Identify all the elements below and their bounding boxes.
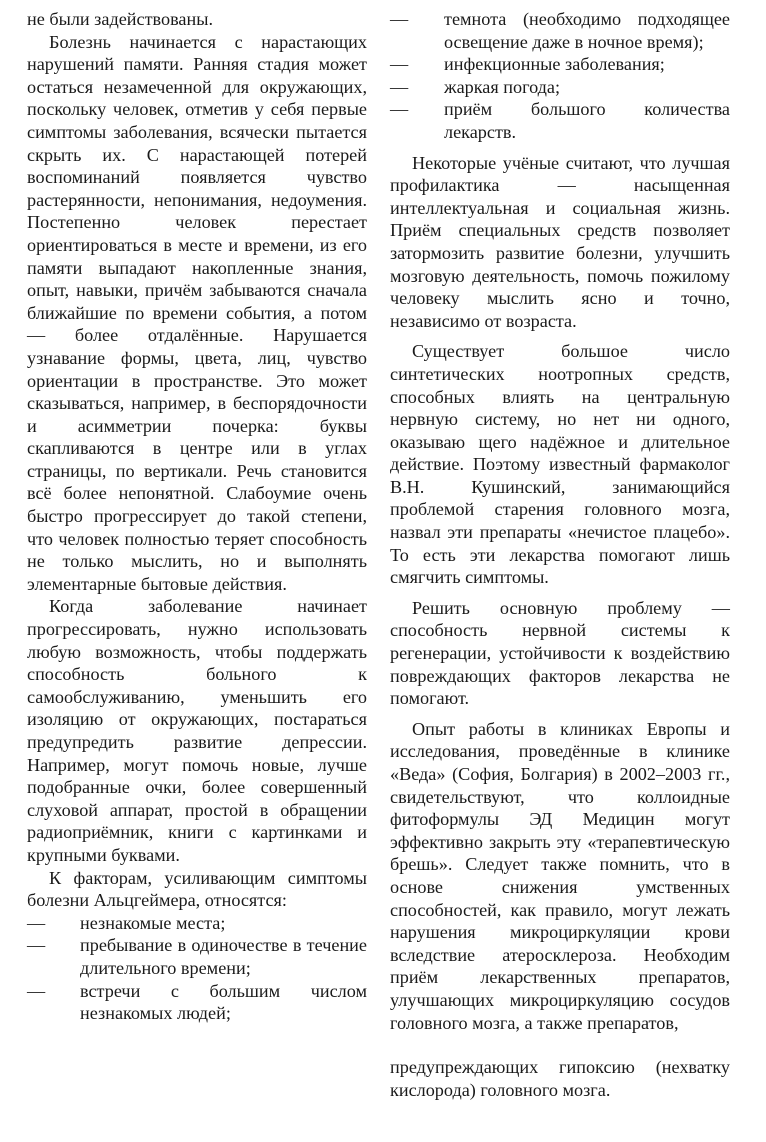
paragraph-continuation: не были задействованы. (27, 9, 213, 29)
dash-marker: — (390, 99, 409, 120)
dash-marker: — (27, 980, 46, 1001)
paragraph-main-problem: Решить основную проблему — способность нервной системы к регенерации, устойчивости к воздействию повреждающих факторов лекарства не помогают. (390, 597, 730, 709)
list-item: — инфекционные заболевания; (390, 54, 665, 75)
factors-list-left (27, 912, 367, 1025)
dash-marker: — (390, 9, 409, 29)
list-item: — встречи с большим числом незнакомых людей; (27, 980, 367, 1024)
dash-marker: — (390, 76, 409, 97)
dash-marker: — (390, 54, 409, 75)
list-item: — приём большого количества лекарств. (390, 99, 730, 142)
right-column (390, 8, 730, 1101)
paragraph-nootropics: Существует большое число синтетических ноотропных средств, способных влиять на центральную нервную систему, но нет ни одного, оказываю щего надёжное и длительное действие. Поэтому известный фармаколог В.Н. Кушинский, занимающийся проблемой старения головного мозга, назвал эти препараты «нечистое плацебо». То есть эти лекарства помогают лишь смягчить симптомы. (390, 341, 730, 588)
list-item: — жаркая погода; (390, 76, 561, 97)
paragraph-disease-onset: Болезнь начинается с нарастающих нарушений памяти. Ранняя стадия может остаться незамеченной для окружающих, поскольку человек, отметив у себя первые симптомы заболевания, всячески пытается скрыть их. С нарастающей потерей воспоминаний появляется чувство растерянности, непонимания, недоумения. Постепенно человек перестает ориентироваться в месте и времени, из его памяти выпадают накопленные знания, опыт, навыки, причём забываются сначала ближайшие по времени события, а потом — более отдалённые. Нарушается узнавание формы, цвета, лиц, чувство ориентации в пространстве. Это может сказываться, например, в беспорядочности и асимметрии почерка: буквы скапливаются в центре или в углах страницы, по вертикали. Речь становится всё более непонятной. Слабоумие очень быстро прогрессирует до такой степени, что человек полностью теряет способность не только мыслить, но и выполнять элементарные бытовые действия. (27, 31, 367, 594)
factors-list-right (390, 8, 730, 144)
list-item: — незнакомые места; (27, 912, 226, 933)
paragraph-progression-support: Когда заболевание начинает прогрессировать, нужно использовать любую возможность, чтобы поддержать способность больного к самообслуживанию, уменьшить его изоляцию от окружающих, постараться предупредить развитие депрессии. Например, могут помочь новые, лучше подобранные очки, более совершенный слуховой аппарат, простой в обращении радиоприёмник, книги с картинками и крупными буквами. (27, 596, 367, 865)
paragraph-clinic-experience: Опыт работы в клиниках Европы и исследования, проведённые в клинике «Веда» (София, Болгария) в 2002–2003 гг., свидетельствуют, что коллоидные фитоформулы ЭД Медицин могут эффективно закрыть эту «терапевтическую брешь». Следует также помнить, что в основе снижения умственных способностей, как правило, могут лежать нарушения микроциркуляции крови вследствие атеросклероза. Необходим приём лекарственных препаратов, улучшающих микроциркуляцию сосудов головного мозга, а также препаратов, (390, 718, 730, 1033)
left-column (27, 8, 367, 1025)
paragraph-prevention: Некоторые учёные считают, что лучшая профилактика — насыщенная интеллектуальная и социальная жизнь. Приём специальных средств позволяет затормозить развитие болезни, улучшить мозговую деятельность, помочь пожилому человеку мыслить ясно и точно, независимо от возраста. (390, 152, 730, 331)
dash-marker: — (27, 912, 46, 933)
paragraph-hypoxia: предупреждающих гипоксию (нехватку кислорода) головного мозга. (390, 1057, 730, 1100)
list-item: — темнота (необходимо подходящее освещение даже в ночное время); (390, 9, 730, 52)
dash-marker: — (27, 935, 46, 956)
paragraph-factors-intro: К факторам, усиливающим симптомы болезни Альцгеймера, относятся: (27, 867, 367, 911)
list-item: — пребывание в одиночестве в течение длительного времени; (27, 935, 367, 978)
